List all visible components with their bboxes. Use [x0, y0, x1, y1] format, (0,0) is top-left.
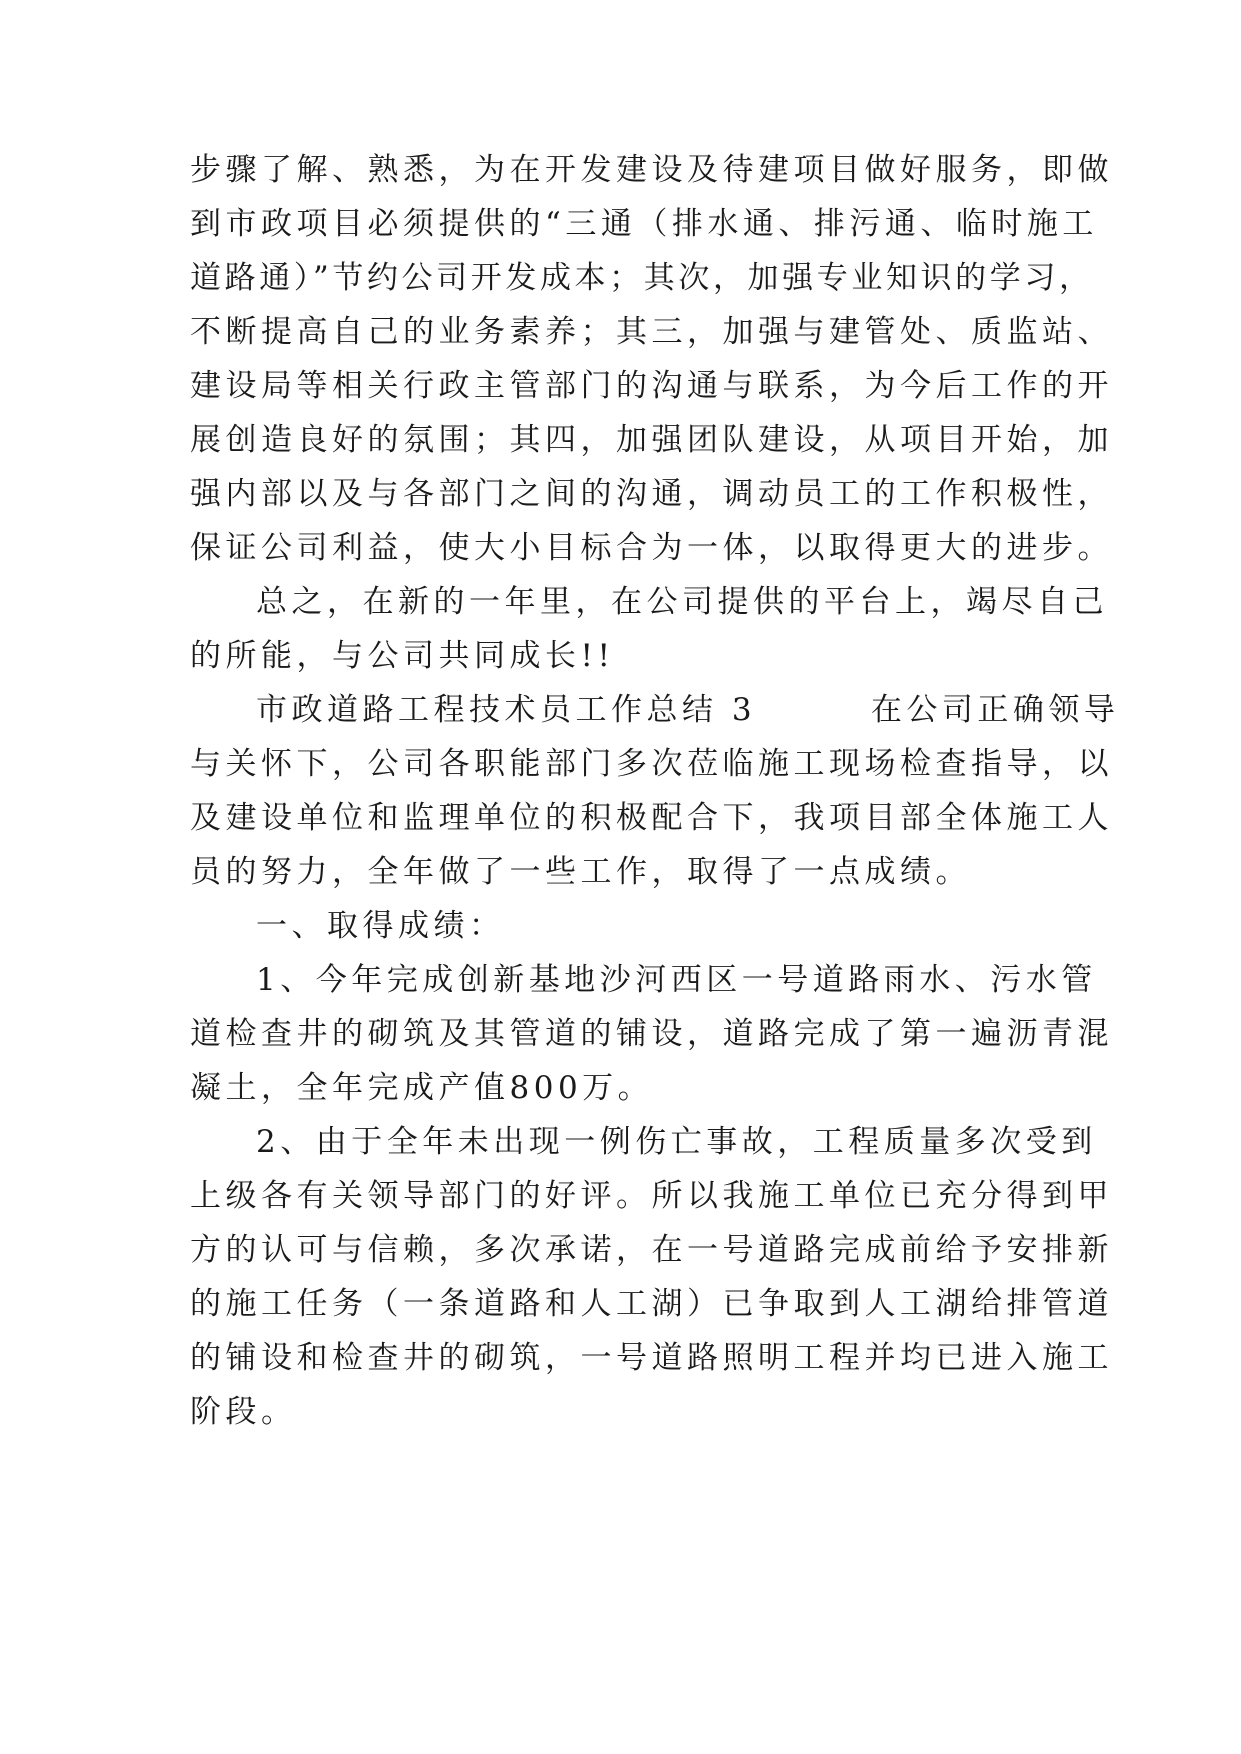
paragraph-conclusion-start: 总之，在新的一年里，在公司提供的平台上，竭尽自己 — [256, 584, 1108, 620]
text-line-12: 与关怀下，公司各职能部门多次莅临施工现场检查指导，以 — [190, 746, 1113, 782]
section-title-line: 市政道路工程技术员工作总结 3 在公司正确领导 — [256, 692, 1120, 728]
item-1-line-3: 凝土，全年完成产值800万。 — [190, 1070, 654, 1106]
item-2-line-1: 2、由于全年未出现一例伤亡事故，工程质量多次受到 — [256, 1124, 1097, 1160]
item-2-line-2: 上级各有关领导部门的好评。所以我施工单位已充分得到甲 — [190, 1178, 1113, 1214]
item-2-line-4: 的施工任务（一条道路和人工湖）已争取到人工湖给排管道 — [190, 1286, 1113, 1322]
text-line-14: 员的努力，全年做了一些工作，取得了一点成绩。 — [190, 854, 971, 890]
text-line-5: 建设局等相关行政主管部门的沟通与联系，为今后工作的开 — [190, 368, 1113, 404]
text-line-2: 到市政项目必须提供的“三通（排水通、排污通、临时施工 — [190, 206, 1098, 242]
text-line-1: 步骤了解、熟悉，为在开发建设及待建项目做好服务，即做 — [190, 152, 1113, 188]
text-line-7: 强内部以及与各部门之间的沟通，调动员工的工作积极性， — [190, 476, 1113, 512]
text-line-3: 道路通）”节约公司开发成本；其次，加强专业知识的学习， — [190, 260, 1094, 296]
item-2-line-3: 方的认可与信赖，多次承诺，在一号道路完成前给予安排新 — [190, 1232, 1113, 1268]
item-2-line-5: 的铺设和检查井的砌筑，一号道路照明工程并均已进入施工 — [190, 1340, 1113, 1376]
text-line-8: 保证公司利益，使大小目标合为一体，以取得更大的进步。 — [190, 530, 1113, 566]
item-1-line-1: 1、今年完成创新基地沙河西区一号道路雨水、污水管 — [256, 962, 1097, 998]
text-line-6: 展创造良好的氛围；其四，加强团队建设，从项目开始，加 — [190, 422, 1113, 458]
item-2-line-6: 阶段。 — [190, 1394, 297, 1430]
paragraph-conclusion-end: 的所能，与公司共同成长!! — [190, 638, 615, 674]
text-line-4: 不断提高自己的业务素养；其三，加强与建管处、质监站、 — [190, 314, 1113, 350]
heading-achievements: 一、取得成绩： — [256, 908, 505, 944]
item-1-line-2: 道检查井的砌筑及其管道的铺设，道路完成了第一遍沥青混 — [190, 1016, 1113, 1052]
text-line-13: 及建设单位和监理单位的积极配合下，我项目部全体施工人 — [190, 800, 1113, 836]
